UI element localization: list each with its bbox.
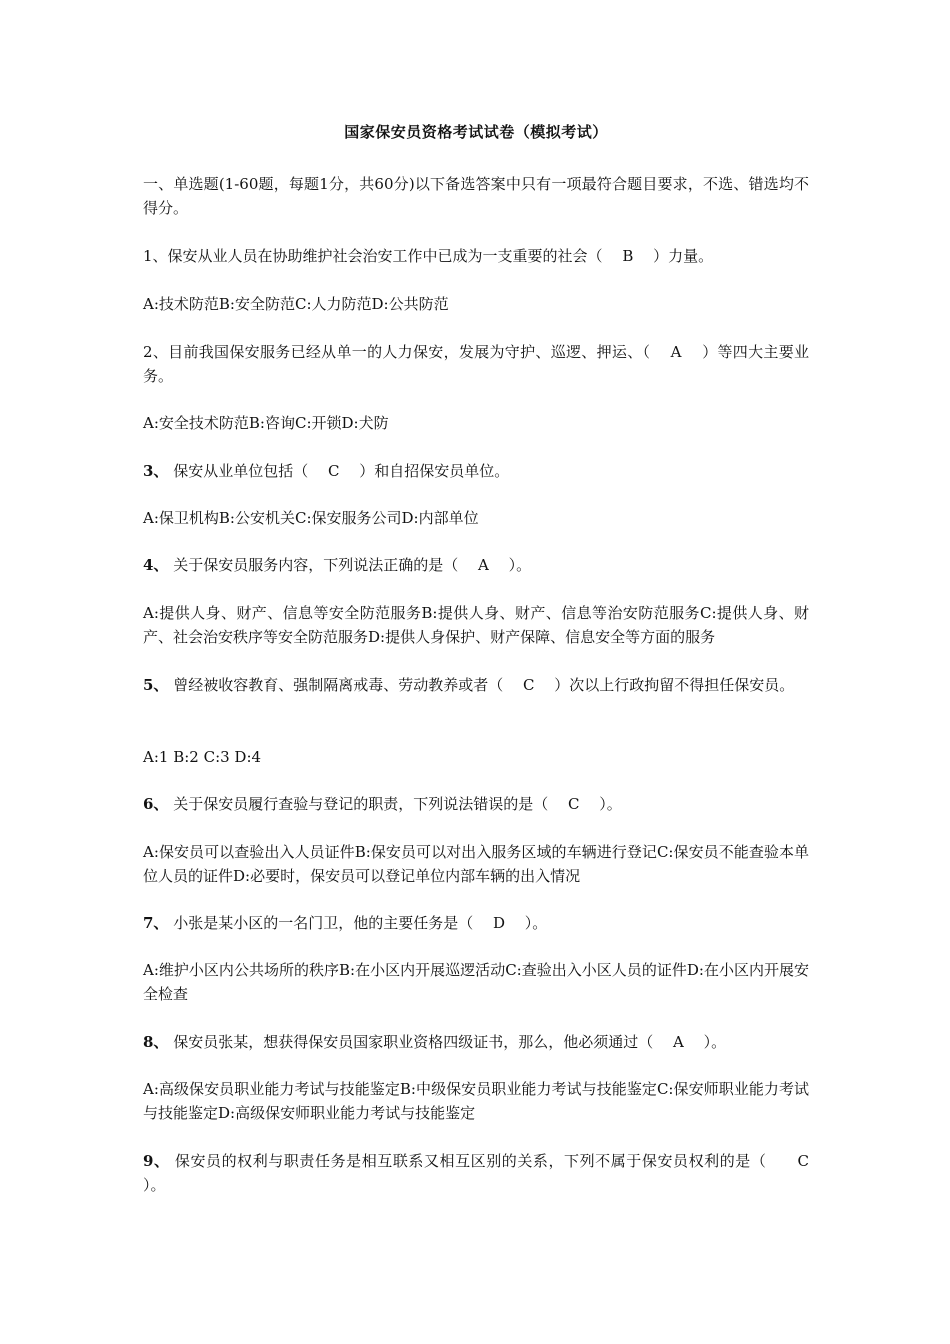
question-number: 3、 [143, 462, 169, 480]
question-7 [143, 911, 809, 935]
question-8 [143, 1030, 809, 1054]
question-7-options: A:维护小区内公共场所的秩序B:在小区内开展巡逻活动C:查验出入小区人员的证件D:在小区内开展安全检查 [143, 961, 809, 1003]
question-stem: 保安员张某，想获得保安员国家职业资格四级证书，那么，他必须通过（ A ）。 [168, 1033, 727, 1051]
question-6-options: A:保安员可以查验出入人员证件B:保安员可以对出入服务区域的车辆进行登记C:保安员不能查验本单位人员的证件D:必要时，保安员可以登记单位内部车辆的出入情况 [143, 843, 809, 885]
question-number: 7、 [143, 914, 169, 932]
section-intro: 一、单选题(1-60题，每题1分，共60分)以下备选答案中只有一项最符合题目要求，不选、错选均不得分。 [143, 175, 809, 217]
document-title: 国家保安员资格考试试卷（模拟考试） [344, 123, 608, 141]
question-stem: 保安从业人员在协助维护社会治安工作中已成为一支重要的社会（ B ）力量。 [167, 247, 714, 265]
question-4-options: A:提供人身、财产、信息等安全防范服务B:提供人身、财产、信息等治安防范服务C:提供人身、财产、社会治安秩序等安全防范服务D:提供人身保护、财产保障、信息安全等方面的服务 [143, 604, 809, 646]
question-3-options: A:保卫机构B:公安机关C:保安服务公司D:内部单位 [143, 509, 479, 527]
question-stem: 关于保安员履行查验与登记的职责，下列说法错误的是（ C ）。 [168, 795, 622, 813]
question-1-options: A:技术防范B:安全防范C:人力防范D:公共防范 [143, 295, 449, 313]
question-5 [143, 673, 809, 697]
question-stem: 曾经被收容教育、强制隔离戒毒、劳动教养或者（ C ）次以上行政拘留不得担任保安员。 [168, 676, 795, 694]
question-number: 9、 [143, 1152, 170, 1170]
question-stem: 保安从业单位包括（ C ）和自招保安员单位。 [168, 462, 510, 480]
question-number: 8、 [143, 1033, 169, 1051]
question-6 [143, 792, 809, 816]
question-stem: 小张是某小区的一名门卫，他的主要任务是（ D ）。 [168, 914, 548, 932]
question-1 [143, 244, 809, 268]
question-4 [143, 553, 809, 577]
question-stem: 保安员的权利与职责任务是相互联系又相互区别的关系，下列不属于保安员权利的是（ C ）。 [143, 1152, 810, 1194]
document-page [143, 0, 809, 1344]
question-stem: 关于保安员服务内容，下列说法正确的是（ A ）。 [168, 556, 532, 574]
question-5-options: A:1 B:2 C:3 D:4 [143, 748, 262, 766]
question-8-options: A:高级保安员职业能力考试与技能鉴定B:中级保安员职业能力考试与技能鉴定C:保安师职业能力考试与技能鉴定D:高级保安师职业能力考试与技能鉴定 [143, 1080, 809, 1122]
question-2 [143, 340, 809, 388]
question-number: 5、 [143, 676, 169, 694]
question-3 [143, 459, 809, 483]
question-number: 2、 [143, 343, 169, 361]
question-number: 1、 [143, 247, 168, 265]
question-2-options: A:安全技术防范B:咨询C:开锁D:犬防 [143, 414, 389, 432]
question-number: 6、 [143, 795, 169, 813]
question-stem: 目前我国保安服务已经从单一的人力保安，发展为守护、巡逻、押运、（ A ）等四大主要业务。 [143, 343, 810, 385]
question-number: 4、 [143, 556, 169, 574]
question-9 [143, 1149, 809, 1197]
